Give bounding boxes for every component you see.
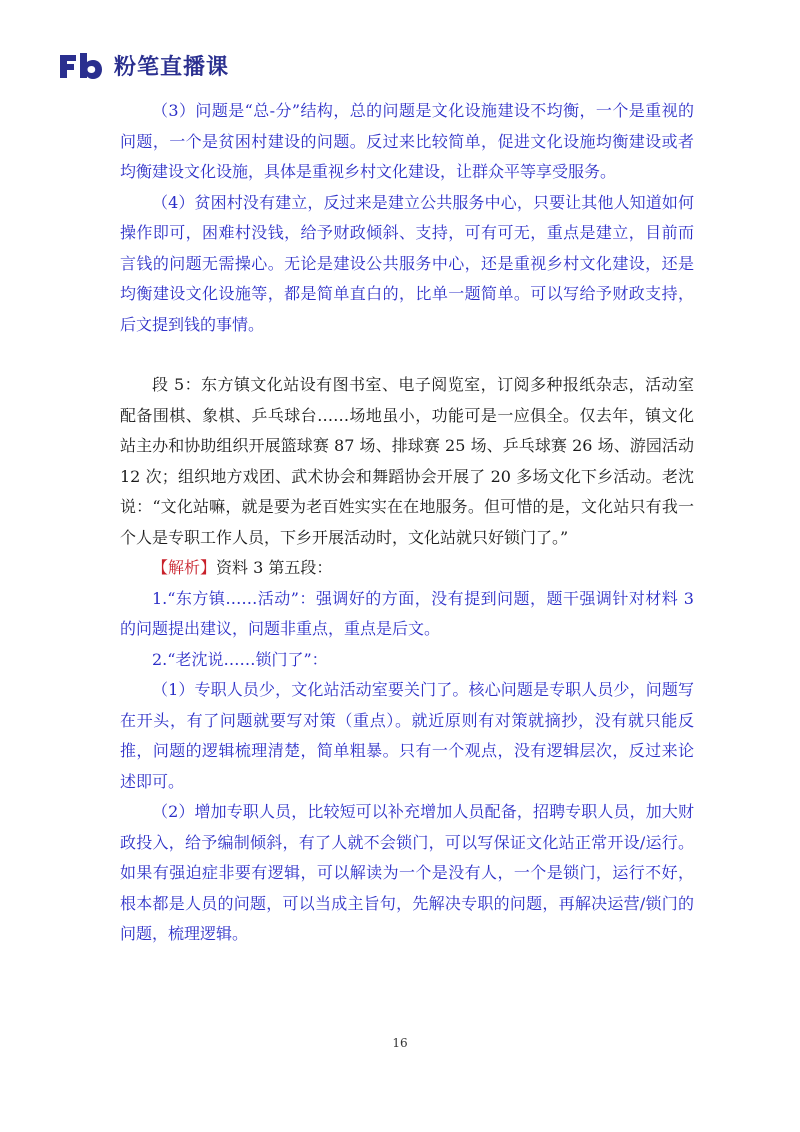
analysis-heading-text: 资料 3 第五段： [216,558,333,577]
analysis-paragraph-3: （3）问题是“总-分”结构，总的问题是文化设施建设不均衡，一个是重视的问题，一个是贫困村建设的问题。反过来比较简单，促进文化设施均衡建设或者均衡建设文化设施，具体是重视乡村文化建设，让群众平等享受服务。 [120,101,694,181]
analysis-paragraph-4: （4）贫困村没有建立，反过来是建立公共服务中心，只要让其他人知道如何操作即可，困难村没钱，给予财政倾斜、支持，可有可无，重点是建立，目前而言钱的问题无需操心。无论是建设公共服务中心，还是重视乡村文化建设，还是均衡建设文化设施等，都是简单直白的，比单一题简单。可以写给予财政支持，后文提到钱的事情。 [120,192,694,334]
brand-name: 粉笔直播课 [114,55,230,80]
analysis-point-2: 2.“老沈说……锁门了”： [152,649,328,669]
analysis-subpoint-2: （2）增加专职人员，比较短可以补充增加人员配备，招聘专职人员，加大财政投入，给予编制倾斜，有了人就不会锁门，可以写保证文化站正常开设/运行。如果有强迫症非要有逻辑，可以解读为一个是没有人，一个是锁门，运行不好，根本都是人员的问题，可以当成主旨句，先解决专职的问题，再解决运营/锁门的问题，梳理逻辑。 [120,802,694,943]
document-body [120,96,694,950]
analysis-label: 【解析】 [152,558,217,577]
page-number: 16 [392,1036,408,1050]
material-paragraph-5: 段 5：东方镇文化站设有图书室、电子阅览室，订阅多种报纸杂志，活动室配备围棋、象棋、乒乓球台……场地虽小，功能可是一应俱全。仅去年，镇文化站主办和协助组织开展篮球赛 87 场、排球赛 25 场、乒乓球赛 26 场、游园活动 12 次；组织地方戏团、武术协会和舞蹈协会开展了 20 多场文化下乡活动。老沈说：“文化站嘛，就是要为老百姓实实在在地服务。但可惜的是，文化站只有我一个人是专职工作人员，下乡开展活动时，文化站就只好锁门了。” [120,375,694,547]
fb-logo-icon [58,51,104,81]
analysis-subpoint-1: （1）专职人员少，文化站活动室要关门了。核心问题是专职人员少，问题写在开头，有了问题就要写对策（重点）。就近原则有对策就摘抄，没有就只能反推，问题的逻辑梳理清楚，简单粗暴。只有一个观点，没有逻辑层次，反过来论述即可。 [120,680,694,791]
analysis-point-1: 1.“东方镇……活动”：强调好的方面，没有提到问题，题干强调针对材料 3 的问题提出建议，问题非重点，重点是后文。 [120,588,694,638]
paragraph-gap [120,340,694,370]
header [58,50,229,81]
analysis-heading [120,553,694,584]
